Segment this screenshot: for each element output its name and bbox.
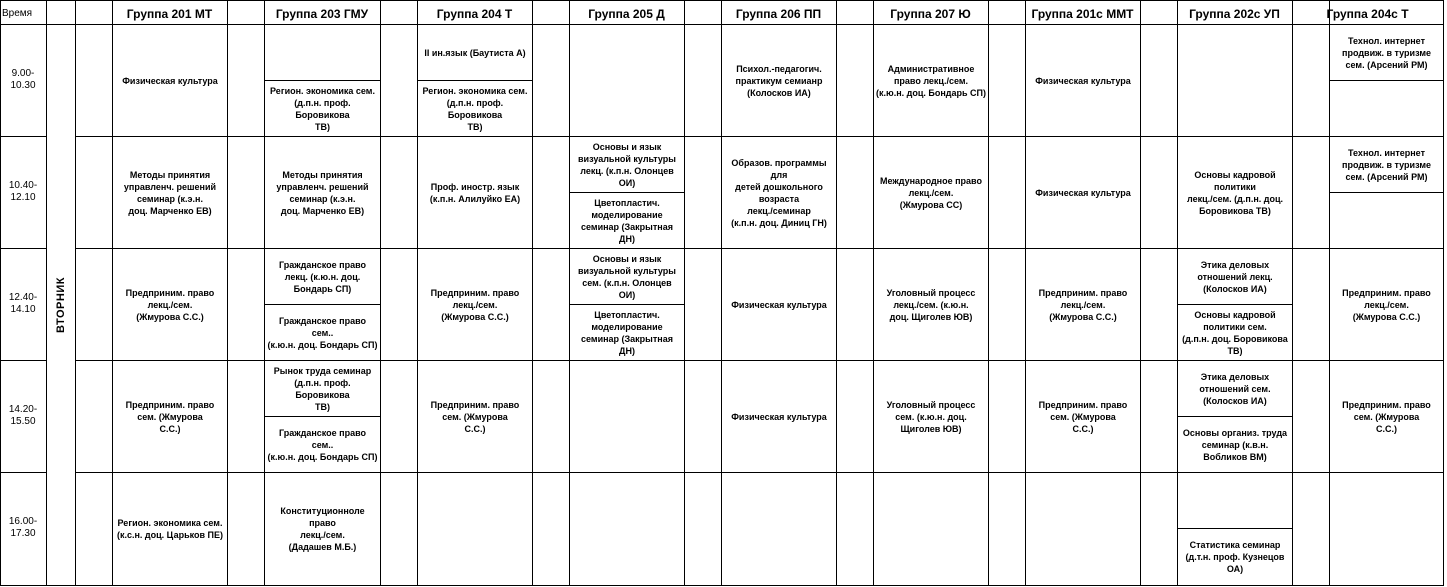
lesson-cell: Физическая культура	[731, 299, 827, 310]
lesson-cell: Предприним. право лекц./сем. (Жмурова С.С.)	[1038, 287, 1128, 322]
lesson-cell: Методы принятия управленч. решений семинар (к.э.н. доц. Марченко ЕВ)	[123, 169, 217, 216]
lesson-cell: Предприним. право лекц./сем. (Жмурова С.С.)	[1342, 287, 1431, 322]
lesson-cell: Гражданское право сем.. (к.ю.н. доц. Бондарь СП)	[267, 427, 378, 462]
lesson-cell: Статистика семинар (д.т.н. проф. Кузнецов ОА)	[1185, 540, 1285, 574]
group-header-205d: Группа 205 Д	[588, 7, 665, 21]
lesson-cell: Гражданское право сем.. (к.ю.н. доц. Бондарь СП)	[267, 315, 378, 350]
grid-line	[0, 360, 47, 361]
lesson-cell: Основы кадровой политики сем. (д.п.н. доц. Боровикова ТВ)	[1182, 309, 1288, 356]
lesson-cell: Технол. интернет продвиж. в туризме сем. (Арсений РМ)	[1342, 35, 1431, 70]
lesson-cell: Административное право лекц./сем. (к.ю.н. доц. Бондарь СП)	[876, 63, 986, 98]
lesson-cell: Регион. экономика сем. (к.с.н. доц. Царьков ПЕ)	[116, 518, 224, 540]
lesson-cell: Основы организ. труда семинар (к.в.н. Вобликов ВМ)	[1182, 427, 1288, 462]
lesson-cell: Регион. экономика сем. (д.п.н. проф. Боровикова ТВ)	[422, 85, 528, 132]
grid-line	[75, 0, 76, 586]
time-column-header: Время	[2, 8, 33, 19]
lesson-cell: Основы кадровой политики лекц./сем. (д.п.н. доц. Боровикова ТВ)	[1186, 169, 1284, 216]
grid-line	[532, 0, 533, 586]
grid-line	[0, 472, 47, 473]
lesson-cell: Предприним. право лекц./сем. (Жмурова С.С.)	[430, 287, 520, 322]
lesson-cell: Цветопластич. моделирование семинар (Закрытная ДН)	[581, 197, 673, 244]
group-header-201mt: Группа 201 МТ	[126, 7, 213, 21]
grid-line	[1292, 0, 1293, 586]
lesson-cell: Методы принятия управленч. решений семинар (к.э.н. доц. Марченко ЕВ)	[276, 169, 369, 216]
grid-line	[0, 0, 1444, 1]
lesson-cell: Предприним. право сем. (Жмурова С.С.)	[1342, 399, 1431, 434]
grid-line	[0, 136, 47, 137]
lesson-cell: Технол. интернет продвиж. в туризме сем. (Арсений РМ)	[1342, 147, 1431, 182]
lesson-cell: Предприним. право сем. (Жмурова С.С.)	[430, 399, 520, 434]
split-line	[1329, 192, 1443, 193]
lesson-cell: Международное право лекц./сем. (Жмурова СС)	[880, 175, 982, 210]
group-header-202cup: Группа 202с УП	[1189, 7, 1280, 21]
group-header-204t: Группа 204 Т	[436, 7, 513, 21]
lesson-cell: Конституционноле право лекц./сем. (Дадашев М.Б.)	[280, 506, 365, 552]
lesson-cell: Физическая культура	[1035, 187, 1131, 198]
lesson-cell: Проф. иностр. язык (к.п.н. Алилуйко ЕА)	[429, 181, 521, 204]
day-label: ВТОРНИК	[55, 277, 67, 333]
lesson-cell: Этика деловых отношений лекц. (Колосков ИА)	[1197, 259, 1273, 294]
grid-line	[227, 0, 228, 586]
grid-line	[836, 0, 837, 586]
lesson-cell: Физическая культура	[1035, 75, 1131, 86]
time-slot-2: 10.40- 12.10	[8, 180, 38, 203]
grid-line	[0, 248, 47, 249]
lesson-cell: Регион. экономика сем. (д.п.н. проф. Боровикова ТВ)	[270, 85, 375, 132]
lesson-cell: Предприним. право лекц./сем. (Жмурова С.С.)	[125, 287, 215, 322]
lesson-cell: Цветопластич. моделирование семинар (Закрытная ДН)	[581, 309, 673, 356]
lesson-cell: Психол.-педагогич. практикум семианр (Колосков ИА)	[735, 63, 823, 98]
lesson-cell: Физическая культура	[122, 75, 218, 86]
lesson-cell: Этика деловых отношений сем. (Колосков ИА)	[1199, 371, 1271, 406]
group-header-203gmu: Группа 203 ГМУ	[275, 7, 369, 21]
lesson-cell: Физическая культура	[731, 411, 827, 422]
grid-line	[1443, 0, 1444, 586]
grid-line	[684, 0, 685, 586]
lesson-cell: Предприним. право сем. (Жмурова С.С.)	[1038, 399, 1128, 434]
group-header-204ct: Группа 204с Т	[1326, 7, 1409, 21]
lesson-cell: Уголовный процесс лекц./сем. (к.ю.н. доц. Щиголев ЮВ)	[886, 287, 976, 322]
grid-line	[380, 0, 381, 586]
lesson-cell: Гражданское право лекц. (к.ю.н. доц. Бондарь СП)	[278, 259, 367, 294]
group-header-201cmmt: Группа 201с ММТ	[1031, 7, 1134, 21]
time-slot-1: 9.00- 10.30	[10, 68, 36, 91]
lesson-cell: Уголовный процесс сем. (к.ю.н. доц. Щиголев ЮВ)	[886, 399, 976, 434]
lesson-cell: II ин.язык (Баутиста А)	[424, 47, 526, 58]
lesson-cell: Рынок труда семинар (д.п.н. проф. Боровикова ТВ)	[273, 365, 372, 412]
time-slot-4: 14.20- 15.50	[8, 404, 38, 427]
time-slot-3: 12.40- 14.10	[8, 292, 38, 315]
lesson-cell: Образов. программы для детей дошкольного возраста лекц./семинар (к.п.н. доц. Диниц ГН)	[731, 157, 827, 228]
grid-line	[988, 0, 989, 586]
grid-line	[1140, 0, 1141, 586]
lesson-cell: Предприним. право сем. (Жмурова С.С.)	[125, 399, 215, 434]
time-slot-5: 16.00- 17.30	[8, 516, 38, 539]
group-header-207yu: Группа 207 Ю	[890, 7, 971, 21]
lesson-cell: Основы и язык визуальной культуры сем. (к.п.н. Олонцев ОИ)	[578, 253, 676, 300]
split-line	[1329, 80, 1443, 81]
lesson-cell: Основы и язык визуальной культуры лекц. (к.п.н. Олонцев ОИ)	[578, 141, 676, 188]
group-header-206pp: Группа 206 ПП	[735, 7, 822, 21]
grid-line	[0, 585, 1444, 586]
